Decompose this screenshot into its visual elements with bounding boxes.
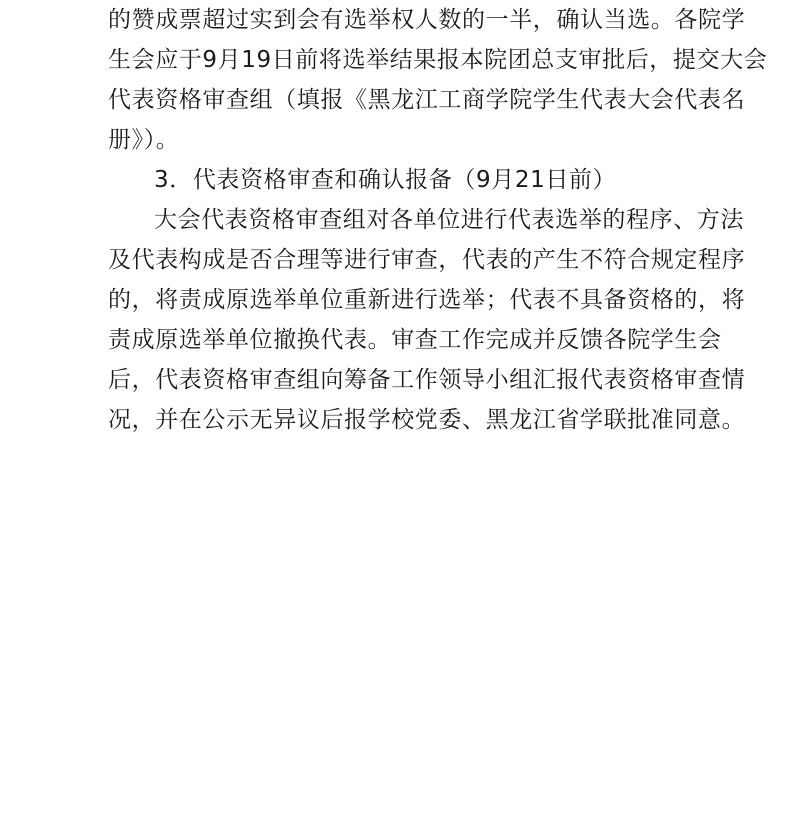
text-line: 后，代表资格审查组向筹备工作领导小组汇报代表资格审查情	[108, 367, 746, 393]
text-line: 的，将责成原选举单位重新进行选举；代表不具备资格的，将	[108, 287, 746, 313]
text-line: 责成原选举单位撤换代表。审查工作完成并反馈各院学生会	[108, 327, 722, 353]
text-line: 及代表构成是否合理等进行审查，代表的产生不符合规定程序	[108, 247, 746, 273]
text-line: 大会代表资格审查组对各单位进行代表选举的程序、方法	[154, 207, 744, 233]
text-line: 的赞成票超过实到会有选举权人数的一半，确认当选。各院学	[108, 7, 746, 33]
text-line: 况，并在公示无异议后报学校党委、黑龙江省学联批准同意。	[108, 407, 746, 433]
text-line: 代表资格审查组（填报《黑龙江工商学院学生代表大会代表名	[108, 87, 746, 113]
document-body	[108, 0, 768, 440]
text-line: 生会应于9月19日前将选举结果报本院团总支审批后，提交大会	[108, 47, 768, 73]
section-heading: 3．代表资格审查和确认报备（9月21日前）	[154, 167, 617, 193]
text-line: 册》）。	[108, 127, 180, 153]
